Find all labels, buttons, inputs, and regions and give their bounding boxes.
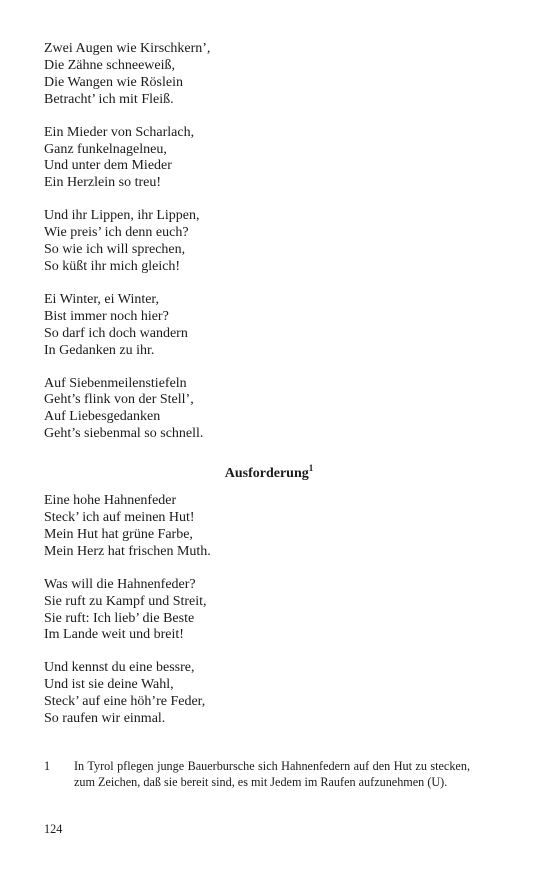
verse-line: Geht’s flink von der Stell’,	[44, 392, 194, 408]
verse-line: So küßt ihr mich gleich!	[44, 258, 181, 274]
verse-line: Wie preis’ ich denn euch?	[44, 225, 189, 241]
page-number: 124	[44, 822, 63, 836]
verse-line: Ein Herzlein so treu!	[44, 175, 162, 191]
verse-line: Sie ruft zu Kampf und Streit,	[44, 593, 207, 609]
stanza	[44, 292, 484, 360]
verse-line: Betracht’ ich mit Fleiß.	[44, 91, 174, 107]
verse-line: Die Wangen wie Röslein	[44, 74, 183, 90]
verse-line: Und ist sie deine Wahl,	[44, 677, 174, 693]
verse-line: Mein Hut hat grüne Farbe,	[44, 526, 193, 542]
verse-line: So raufen wir einmal.	[44, 711, 166, 727]
verse-line: Auf Siebenmeilenstiefeln	[44, 375, 187, 391]
verse-line: Die Zähne schneeweiß,	[44, 57, 175, 73]
stanza	[44, 493, 484, 561]
verse-line: Ei Winter, ei Winter,	[44, 291, 160, 307]
verse-line: Und ihr Lippen, ihr Lippen,	[44, 208, 200, 224]
poem-title-text: Ausforderung	[224, 466, 309, 482]
footnote-text: In Tyrol pflegen junge Bauerbursche sich Hahnenfedern auf den Hut zu stecken, zum Zeichen, daß sie bereit sind, es mit Jedem im Raufen aufzunehmen (U).	[74, 759, 470, 789]
verse-line: Im Lande weit und breit!	[44, 627, 184, 643]
stanza	[44, 125, 484, 193]
footnote-reference[interactable]: 1	[308, 463, 314, 474]
footnote-number: 1	[44, 759, 51, 773]
stanza	[44, 208, 484, 276]
poem-title	[44, 465, 484, 483]
verse-line: Bist immer noch hier?	[44, 308, 169, 324]
verse-line: Eine hohe Hahnenfeder	[44, 493, 177, 509]
verse-line: Geht’s siebenmal so schnell.	[44, 426, 204, 442]
verse-line: Und unter dem Mieder	[44, 158, 172, 174]
footnote	[44, 759, 470, 790]
stanza	[44, 660, 484, 728]
verse-line: Steck’ ich auf meinen Hut!	[44, 510, 195, 526]
poem-2	[44, 493, 484, 728]
verse-line: Ein Mieder von Scharlach,	[44, 124, 195, 140]
verse-line: So wie ich will sprechen,	[44, 242, 186, 258]
poem-1	[44, 41, 484, 443]
stanza	[44, 41, 484, 109]
verse-line: In Gedanken zu ihr.	[44, 342, 155, 358]
verse-line: Auf Liebesgedanken	[44, 409, 161, 425]
verse-line: Mein Herz hat frischen Muth.	[44, 543, 211, 559]
verse-line: Sie ruft: Ich lieb’ die Beste	[44, 610, 195, 626]
verse-line: So darf ich doch wandern	[44, 325, 188, 341]
verse-line: Was will die Hahnenfeder?	[44, 576, 196, 592]
page-content	[44, 41, 484, 744]
stanza	[44, 376, 484, 444]
verse-line: Und kennst du eine bessre,	[44, 660, 195, 676]
verse-line: Ganz funkelnagelneu,	[44, 141, 167, 157]
stanza	[44, 577, 484, 645]
verse-line: Steck’ auf eine höh’re Feder,	[44, 694, 206, 710]
verse-line: Zwei Augen wie Kirschkern’,	[44, 41, 211, 56]
